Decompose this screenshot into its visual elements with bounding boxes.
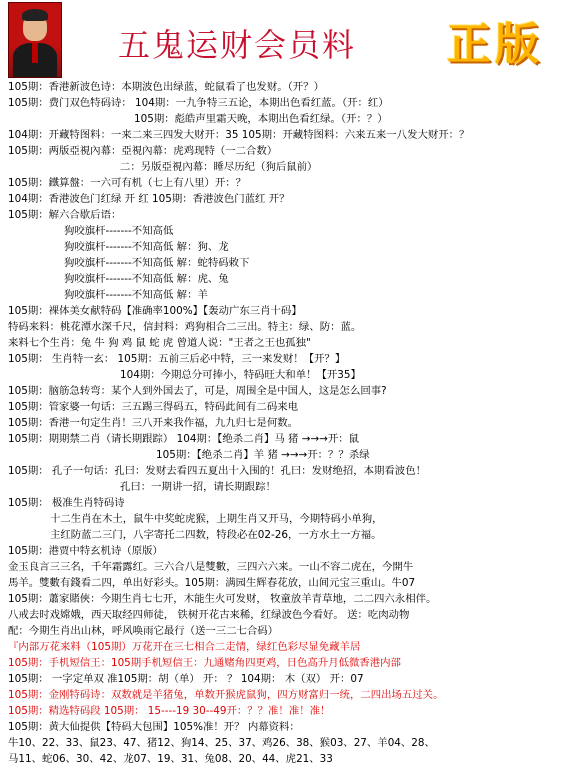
content-line: 104期：开藏特图料：一来二来三四发大财开：35 105期：开藏特图料：六来五来一八发大财开：？ — [8, 129, 470, 141]
content-line: 来料七个生肖：兔 牛 狗 鸡 鼠 蛇 虎 曾道人说："王者之王也孤独" — [8, 337, 311, 349]
content-line: 105期：【绝杀二肖】羊 猪 →→→开：？？杀绿 — [156, 449, 370, 461]
content-line: 105期：裸体美女献特码【准确率100%】【轰动广东三肖十码】 — [8, 305, 302, 317]
portrait-photo — [8, 2, 62, 78]
page-title: 五鬼运财会员料 — [118, 26, 357, 64]
content-line: 配：今期生肖出山林，呼风唤雨它最行（送一三二七合码） — [8, 625, 279, 637]
content-line: 105期：两版亞視內幕：亞視內幕：虎鸡现特（一二合数） — [8, 145, 278, 157]
content-line: 105期： 一字定单双 准105期：胡（单） 开： ？ 104期： 木（双） 开：07 — [8, 673, 364, 685]
content-line: 105期：彪皓声里霜天晚，本期出色看红绿。（开：？） — [134, 113, 388, 125]
content-line: 狗咬旗杆-------不知高低 — [64, 225, 174, 237]
content-line: 105期： 极准生肖特码诗 — [8, 497, 125, 509]
content-line: 金玉良言三三名，千年霜露红。三六合八是雙數，三四六六来。一山不容二虎在，今開牛 — [8, 561, 414, 573]
content-line: 104期：香港波色门红绿 开 红 105期：香港波色门蓝红 开？ — [8, 193, 290, 205]
content-line: 八戒去时戏嫦娥，西天取经四师徒， 铁树开花古来稀，红绿波色今看好。 送：吃肉动物 — [8, 609, 410, 621]
content-line: 105期：精选特码段 105期： 15----19 30--49开：？？准！准！准！ — [8, 705, 331, 717]
content-line: 『内部万花来料（105期）万花开在三七相合二走情，绿红色彩尽显免藏羊居 — [8, 641, 361, 653]
content-line: 105期：手机短信王：105期手机短信王：九通赌角四更鸡，日色高升月低微香港内部 — [8, 657, 401, 669]
content-line: 105期：管家婆一句话：三五踢三得码五，特码此间有二码来电 — [8, 401, 298, 413]
content-line: 105期：香港新波色诗：本期波色出绿蓝，蛇鼠看了也发财。（开？） — [8, 81, 324, 93]
portrait-hair — [22, 9, 48, 21]
content-line: 105期：费门双色特码诗： 104期：一九争特三五论，本期出色看红蓝。（开：红） — [8, 97, 389, 109]
content-line: 馬羊。雙數有錢看二四，单出好彩头。105期：满园生辉春花放，山间元宝三重山。牛07 — [8, 577, 416, 589]
content-line: 狗咬旗杆-------不知高低 解：蛇特码敕下 — [64, 257, 250, 269]
content-line: 狗咬旗杆-------不知高低 解：羊 — [64, 289, 208, 301]
content-line: 105期： 生肖特一玄： 105期：五前三后必中特，三一来发财！【开？】 — [8, 353, 346, 365]
content-line: 105期：鐵算盤：一六可有机（七上有八里）开：？ — [8, 177, 247, 189]
content-line: 105期：香港一句定生肖！三八开来我作福，九九归七是何数。 — [8, 417, 298, 429]
content-line: 狗咬旗杆-------不知高低 解：虎、兔 — [64, 273, 229, 285]
genuine-stamp: 正版 — [447, 19, 543, 70]
content-line: 主红防蓝二三门，八字寄托二四数，特段必在02-26，一方水土一方福。 — [50, 529, 382, 541]
portrait-tie — [32, 43, 38, 63]
content-line: 牛10、22、33、鼠23、47、猪12、狗14、25、37、鸡26、38、猴03、27、羊04、28、 — [8, 737, 435, 749]
content-line: 十二生肖在木土，鼠牛中奖蛇虎猴，上期生肖又开马，今期特码小单狗， — [50, 513, 383, 525]
content-line: 狗咬旗杆-------不知高低 解：狗、龙 — [64, 241, 229, 253]
content-line: 105期：港贾中特玄机诗（原版） — [8, 545, 163, 557]
content-lines — [8, 79, 576, 767]
header — [0, 0, 582, 78]
content-line: 105期：脑筋急转弯：某个人到外国去了，可是，周围全是中国人，这是怎么回事? — [8, 385, 387, 397]
content-line: 特码来料：桃花潭水深千尺，信封料：鸡狗相合二三出。特主：绿、防：蓝。 — [8, 321, 362, 333]
content-line: 二：另版亞視內幕：睡尽历纪（狗后鼠前） — [120, 161, 318, 173]
content-line: 105期：金刚特码诗：双数就是羊猪兔，单数开猴虎鼠狗，四方财富归一统，二四出场五过关。 — [8, 689, 444, 701]
content-line: 马11、蛇06、30、42、龙07、19、31、兔08、20、44、虎21、33 — [8, 753, 333, 765]
content-line: 105期：解六合歇后语： — [8, 209, 122, 221]
content-line: 105期： 孔子一句话：孔曰：发财去看四五夏出十入围的！孔曰：发财绝招，本期看波色！ — [8, 465, 426, 477]
content-line: 105期：蕭家賭俠：今期生肖七七开，木能生火可发财， 牧童放羊青草地，二二四六永相伴。 — [8, 593, 437, 605]
content-line: 105期：期期禁二肖（请长期跟踪） 104期：【绝杀二肖】马 猪 →→→开：鼠 — [8, 433, 360, 445]
content-line: 105期：黄大仙提供【特码大包围】105%准！开？ 内幕资料： — [8, 721, 300, 733]
content-line: 孔曰：一期讲一招，请长期跟踪！ — [120, 481, 276, 493]
content-line: 104期：今期总分可捧小，特码旺大和单！【开35】 — [120, 369, 361, 381]
